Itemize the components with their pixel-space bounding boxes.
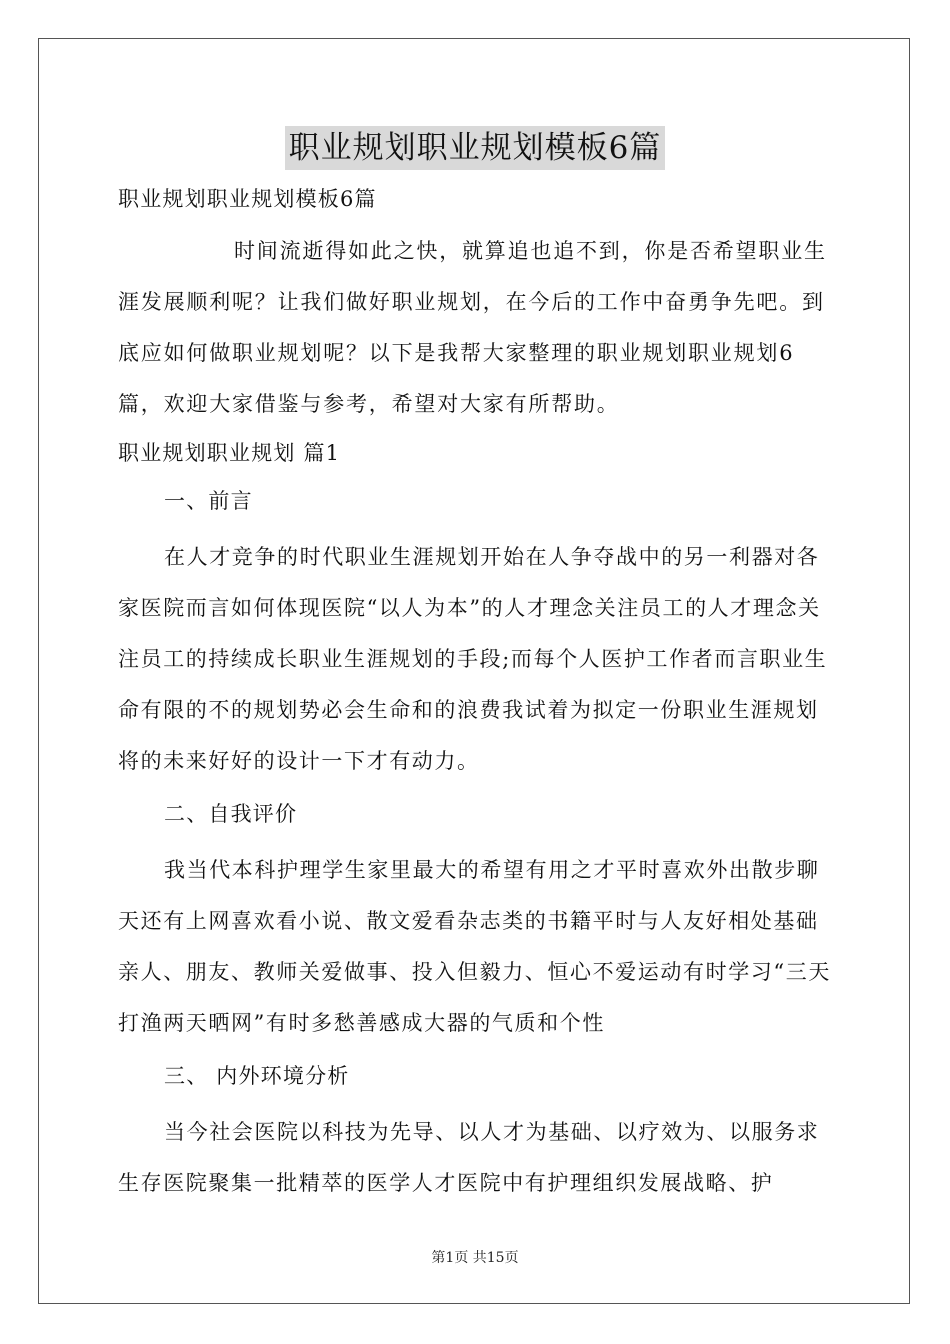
document-title: 职业规划职业规划模板6篇 [285,126,666,170]
section-body-preface: 在人才竞争的时代职业生涯规划开始在人争夺战中的另一利器对各家医院而言如何体现医院“以人为本”的人才理念关注员工的人才理念关注员工的持续成长职业生涯规划的手段;而每个人医护工作者而言职业生命有限的不的规划势必会生命和的浪费我试着为拟定一份职业生涯规划将的未来好好的设计一下才有动力。 [118,545,828,773]
intro-paragraph: 时间流逝得如此之快，就算追也追不到，你是否希望职业生涯发展顺利呢？让我们做好职业规划，在今后的工作中奋勇争先吧。到底应如何做职业规划呢？以下是我帮大家整理的职业规划职业规划6篇，欢迎大家借鉴与参考，希望对大家有所帮助。 [118,239,827,416]
title-area [0,126,950,170]
page-footer [0,1247,950,1267]
section-heading-preface: 一、前言 [164,489,253,513]
section-heading-environment: 三、 内外环境分析 [164,1064,350,1088]
section-heading-self-evaluation: 二、自我评价 [164,802,298,826]
document-body [118,180,834,1217]
document-subtitle: 职业规划职业规划模板6篇 [118,187,377,211]
section-title: 职业规划职业规划 篇1 [118,441,341,465]
section-body-self-evaluation: 我当代本科护理学生家里最大的希望有用之才平时喜欢外出散步聊天还有上网喜欢看小说、散文爱看杂志类的书籍平时与人友好相处基础亲人、朋友、教师关爱做事、投入但毅力、恒心不爱运动有时学习“三天打渔两天晒网”有时多愁善感成大器的气质和个性 [118,858,831,1035]
section-body-environment: 当今社会医院以科技为先导、以人才为基础、以疗效为、以服务求生存医院聚集一批精萃的医学人才医院中有护理组织发展战略、护 [118,1120,820,1195]
page-number: 第1页 共15页 [431,1250,519,1266]
